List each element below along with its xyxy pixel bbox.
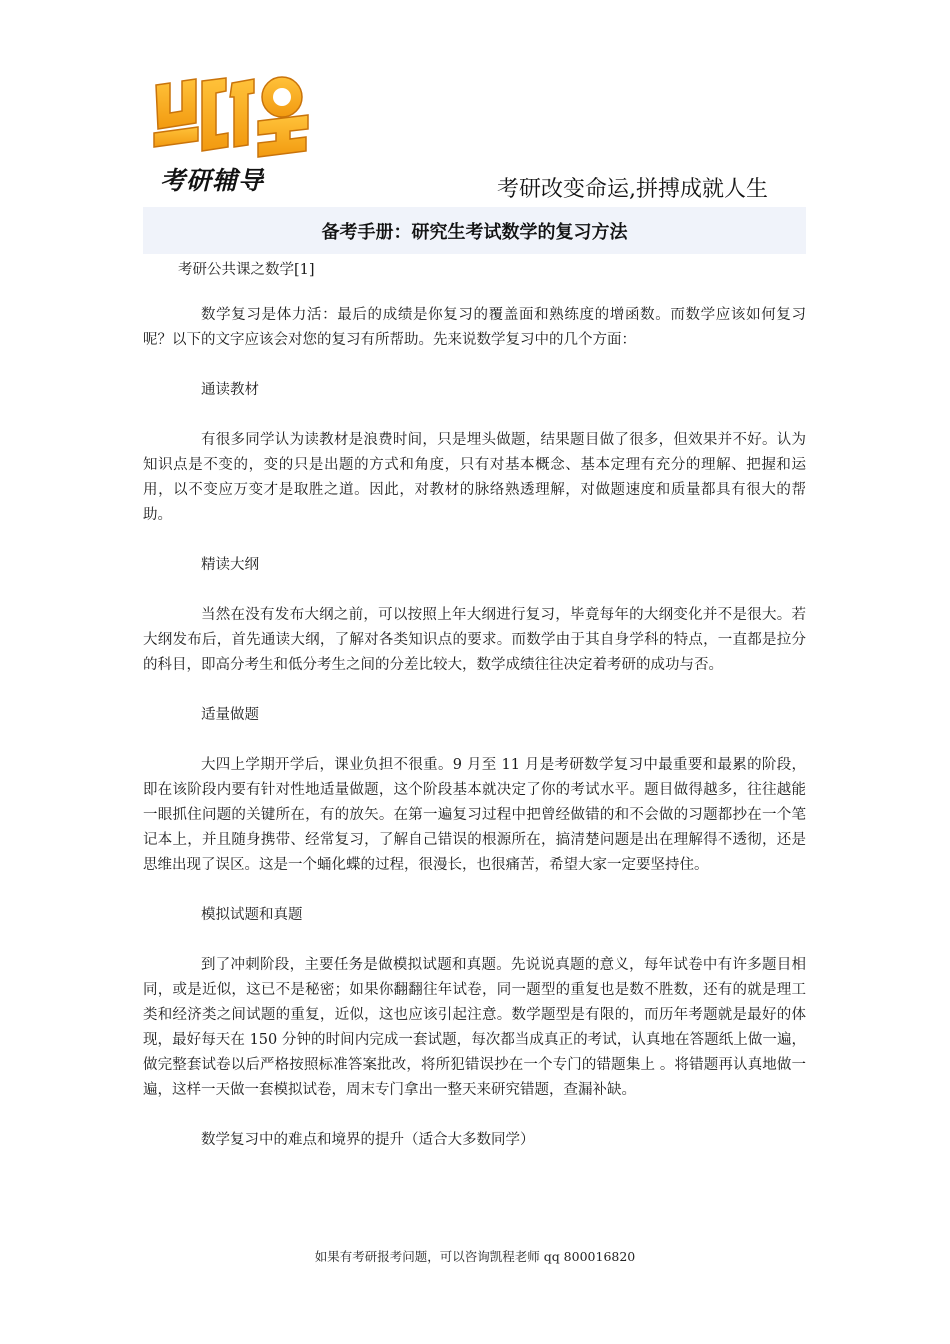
- section-heading: 通读教材: [201, 382, 259, 398]
- section-heading: 精读大纲: [201, 557, 259, 573]
- title-bar: [143, 207, 806, 254]
- paragraph: 有很多同学认为读教材是浪费时间，只是埋头做题，结果题目做了很多，但效果并不好。认为知识点是不变的，变的只是出题的方式和角度，只有对基本概念、基本定理有充分的理解、把握和运用，以不变应万变才是取胜之道。因此，对教材的脉络熟透理解，对做题速度和质量都具有很大的帮助。: [143, 432, 806, 523]
- paragraph: 数学复习是体力活：最后的成绩是你复习的覆盖面和熟练度的增函数。而数学应该如何复习呢？以下的文字应该会对您的复习有所帮助。先来说数学复习中的几个方面：: [143, 307, 806, 348]
- slogan: 考研改变命运,拼搏成就人生: [497, 177, 768, 202]
- section-heading: 模拟试题和真题: [201, 907, 303, 923]
- subhead: 考研公共课之数学[1]: [178, 262, 315, 278]
- paragraph: 大四上学期开学后，课业负担不很重。9 月至 11 月是考研数学复习中最重要和最累的阶段，即在该阶段内要有针对性地适量做题，这个阶段基本就决定了你的考试水平。题目做得越多，往往越能一眼抓住问题的关键所在，有的放矢。在第一遍复习过程中把曾经做错的和不会做的习题都抄在一个笔记本上，并且随身携带、经常复习，了解自己错误的根源所在，搞清楚问题是出在理解得不透彻，还是思维出现了误区。这是一个蛹化蝶的过程，很漫长，也很痛苦，希望大家一定要坚持住。: [143, 757, 806, 873]
- paragraph: 到了冲刺阶段，主要任务是做模拟试题和真题。先说说真题的意义，每年试卷中有许多题目相同，或是近似，这已不是秘密；如果你翻翻往年试卷，同一题型的重复也是数不胜数，还有的就是理工类和经济类之间试题的重复，近似，这也应该引起注意。数学题型是有限的，而历年考题就是最好的体现，最好每天在 150 分钟的时间内完成一套试题，每次都当成真正的考试，认真地在答题纸上做一遍，做完整套试卷以后严格按照标准答案批改，将所犯错误抄在一个专门的错题集上 。将错题再认真地做一遍，这样一天做一套模拟试卷，周末专门拿出一整天来研究错题，查漏补缺。: [143, 957, 806, 1098]
- logo: [150, 75, 310, 200]
- logo-subtitle: 考研辅导: [160, 166, 265, 195]
- section-heading: 数学复习中的难点和境界的提升（适合大多数同学）: [201, 1132, 535, 1148]
- kaicheng-logo-mark: [150, 75, 310, 160]
- footer-contact: 如果有考研报考问题，可以咨询凯程老师 qq 800016820: [314, 1249, 636, 1264]
- paragraph: 当然在没有发布大纲之前，可以按照上年大纲进行复习，毕竟每年的大纲变化并不是很大。若大纲发布后，首先通读大纲，了解对各类知识点的要求。而数学由于其自身学科的特点，一直都是拉分的科目，即高分考生和低分考生之间的分差比较大，数学成绩往往决定着考研的成功与否。: [143, 607, 806, 673]
- section-heading: 适量做题: [201, 707, 259, 723]
- article-body: [143, 303, 806, 1178]
- page-title: 备考手册：研究生考试数学的复习方法: [321, 221, 628, 243]
